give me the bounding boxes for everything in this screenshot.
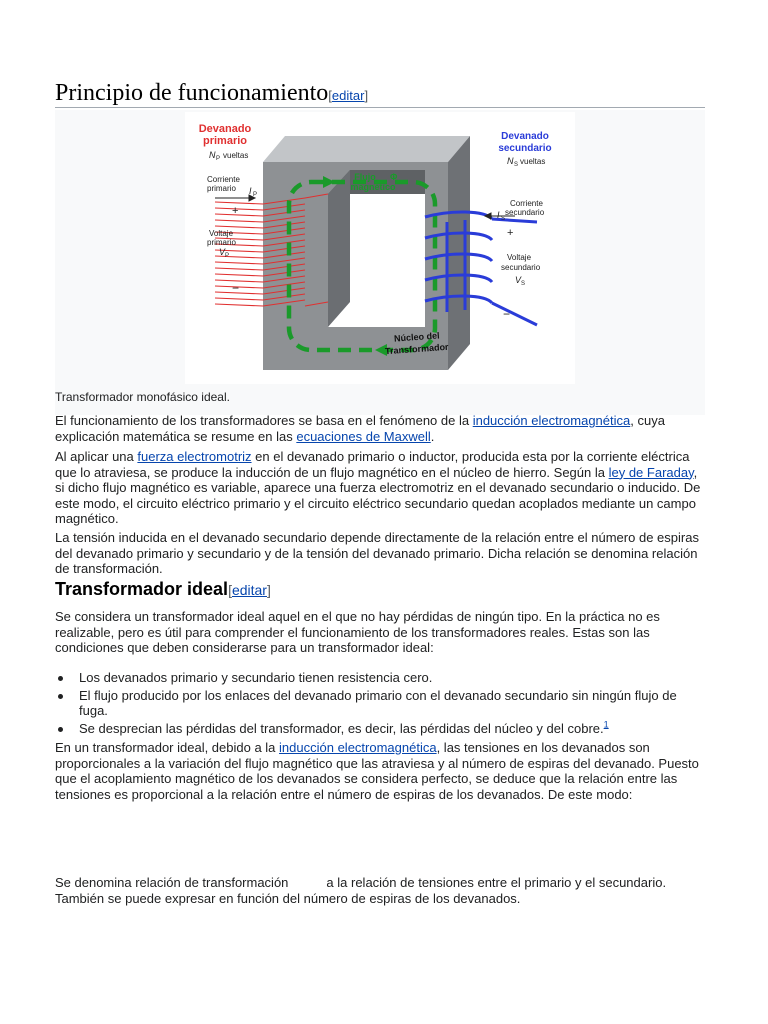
svg-text:Transformador: Transformador bbox=[384, 341, 449, 357]
svg-text:I: I bbox=[497, 210, 500, 220]
paragraph-4: Se considera un transformador ideal aquel en el que no hay pérdidas de ningún tipo. En la práctica no es realizable, pero es útil para comprender el funcionamiento de los transformadores reales. Estas son las condiciones que deben considerarse para un transformador ideal: bbox=[55, 609, 660, 655]
svg-text:P: P bbox=[253, 192, 258, 198]
core-label: Núcleo del bbox=[393, 330, 440, 344]
svg-text:S: S bbox=[521, 281, 526, 287]
svg-text:primario: primario bbox=[202, 135, 248, 147]
paragraph-3: La tensión inducida en el devanado secundario depende directamente de la relación entre el número de espiras del devanado primario y secundario y de la tensión del devanado primario. Dicha relación se denomina relación de transformación. bbox=[55, 530, 699, 576]
section-heading bbox=[55, 80, 368, 107]
footnote-link[interactable]: 1 bbox=[603, 719, 609, 730]
link-ley-faraday[interactable]: ley de Faraday bbox=[608, 464, 694, 480]
primary-winding-label: Devanado bbox=[198, 123, 252, 135]
paragraph-5: En un transformador ideal, debido a la inducción electromagnética, las tensiones en los devanados son proporcionales a la variación del flujo magnético que las atraviesa y al número de espiras del devanado. Puesto que el acoplamiento magnético de los devanados se considera perfecto, se deduce que la relación entre las tensiones es proporcional a la relación entre el número de espiras de los devanados. De este modo: bbox=[55, 740, 699, 802]
section-edit: [editar] bbox=[328, 88, 369, 103]
paragraph-6: Se denomina relación de transformación a la relación de tensiones entre el primario y el secundario. También se puede expresar en función del número de espiras de los devanados. bbox=[55, 875, 667, 906]
svg-text:I: I bbox=[249, 186, 252, 196]
svg-text:N: N bbox=[209, 150, 216, 160]
core-top-face bbox=[263, 136, 470, 162]
svg-text:secundario: secundario bbox=[501, 263, 541, 272]
paragraph-2: Al aplicar una fuerza electromotriz en el devanado primario o inductor, producida esta por la corriente eléctrica que lo atraviesa, se produce la inducción de un flujo magnético en el núcleo de hierro. Según la ley de Faraday, si dicho flujo magnético es variable, aparece una fuerza electromotriz en el devanado secundario o inducido. De este modo, el circuito eléctrico primario y el circuito eléctrico secundario quedan acoplados mediante un campo magnético. bbox=[55, 449, 701, 526]
svg-text:vueltas: vueltas bbox=[520, 157, 546, 166]
core-window-side bbox=[328, 170, 350, 327]
primary-voltage-label: Voltaje bbox=[209, 229, 234, 238]
list-item: Se desprecian las pérdidas del transformador, es decir, las pérdidas del núcleo y del cobre.$^1$ bbox=[55, 721, 705, 737]
conditions-list bbox=[55, 670, 705, 738]
svg-text:secundario: secundario bbox=[498, 143, 552, 154]
heading-divider bbox=[55, 107, 705, 108]
svg-text:P: P bbox=[225, 253, 230, 259]
svg-text:Φ: Φ bbox=[390, 172, 398, 182]
subsection-title: Transformador ideal bbox=[55, 579, 229, 599]
section-title: Principio de funcionamiento bbox=[55, 80, 329, 106]
svg-text:V: V bbox=[515, 275, 522, 285]
link-maxwell[interactable]: ecuaciones de Maxwell bbox=[296, 428, 431, 444]
secondary-voltage-label: Voltaje bbox=[507, 253, 532, 262]
svg-text:magnético: magnético bbox=[350, 182, 396, 192]
subsection-edit: [editar] bbox=[228, 582, 271, 598]
svg-text:N: N bbox=[507, 156, 514, 166]
svg-text:+: + bbox=[232, 205, 239, 217]
svg-text:−: − bbox=[503, 307, 511, 321]
svg-text:P: P bbox=[216, 156, 221, 162]
list-item: Los devanados primario y secundario tienen resistencia cero. bbox=[55, 670, 705, 686]
primary-current-label: Corriente bbox=[207, 175, 240, 184]
transformer-diagram bbox=[185, 112, 575, 384]
subsection-heading bbox=[55, 579, 271, 600]
svg-text:V: V bbox=[219, 247, 226, 257]
figure-caption: Transformador monofásico ideal. bbox=[55, 390, 230, 404]
flux-label: Flujo bbox=[354, 172, 376, 182]
secondary-winding-label: Devanado bbox=[501, 131, 549, 142]
svg-text:primario: primario bbox=[207, 238, 236, 247]
link-induccion[interactable]: inducción electromagnética bbox=[472, 413, 631, 428]
paragraph-1: El funcionamiento de los transformadores se basa en el fenómeno de la inducción electromagnética, cuya explicación matemática se resume en las ecuaciones de Maxwell. bbox=[55, 413, 665, 444]
svg-text:+: + bbox=[507, 227, 514, 239]
svg-text:primario: primario bbox=[207, 184, 236, 193]
edit-link[interactable]: editar bbox=[331, 88, 365, 103]
list-item: El flujo producido por los enlaces del devanado primario con el devanado secundario sin ningún flujo de fuga. bbox=[55, 688, 705, 719]
secondary-current-label: Corriente bbox=[510, 199, 543, 208]
link-induccion-2[interactable]: inducción electromagnética bbox=[279, 740, 437, 755]
svg-text:S: S bbox=[514, 162, 519, 168]
svg-text:secundario: secundario bbox=[505, 208, 545, 217]
svg-text:vueltas: vueltas bbox=[223, 151, 249, 160]
svg-text:S: S bbox=[501, 216, 506, 222]
svg-text:−: − bbox=[232, 281, 240, 295]
link-fuerza-electromotriz[interactable]: fuerza electromotriz bbox=[137, 449, 252, 464]
figure bbox=[55, 110, 705, 415]
edit-link-transformador-ideal[interactable]: editar bbox=[231, 582, 267, 598]
